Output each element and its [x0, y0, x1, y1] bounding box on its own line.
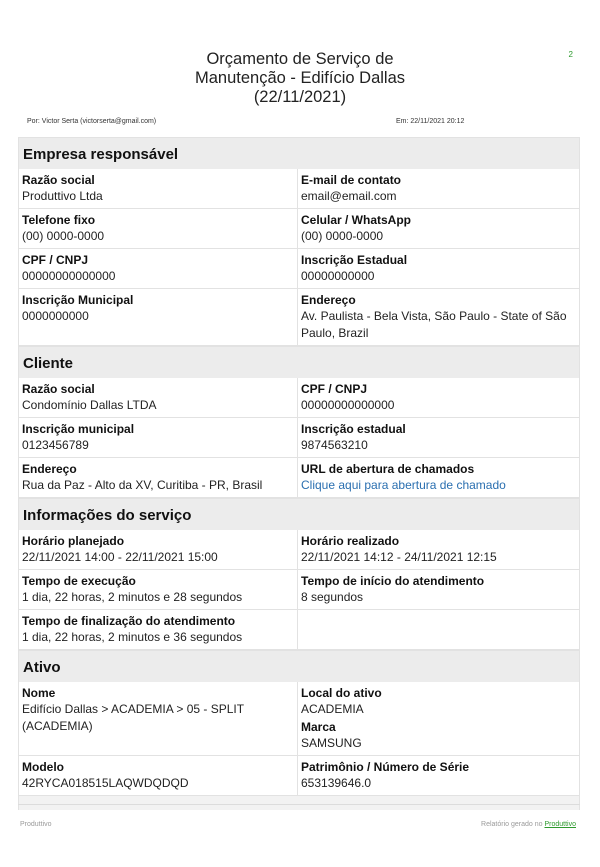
section-bottom-spacer	[18, 796, 580, 810]
field-label: Marca	[301, 720, 336, 734]
field-cpf-cnpj	[18, 249, 298, 289]
field-value: 0000000000	[22, 309, 89, 323]
field-cpf-cnpj	[298, 378, 580, 418]
section-servico	[18, 498, 580, 650]
field-label: URL de abertura de chamados	[301, 462, 475, 476]
field-patrimonio	[298, 756, 580, 796]
field-value: 00000000000	[301, 269, 375, 283]
field-value: 0123456789	[22, 438, 89, 452]
field-value: 9874563210	[301, 438, 368, 452]
section-ativo	[18, 650, 580, 810]
field-label: CPF / CNPJ	[22, 253, 89, 267]
field-label: Inscrição municipal	[22, 422, 135, 436]
footer-generated-text: Relatório gerado no	[481, 821, 543, 828]
field-label: Horário planejado	[22, 534, 125, 548]
report-body	[18, 137, 580, 810]
field-value: Produttivo Ltda	[22, 189, 103, 203]
section-title-cliente: Cliente	[18, 347, 580, 378]
field-label: Local do ativo	[301, 686, 382, 700]
field-label: Endereço	[301, 293, 356, 307]
author-meta: Por: Victor Serta (victorserta@gmail.com)	[27, 118, 157, 125]
field-value: (00) 0000-0000	[22, 229, 105, 243]
empty-cell	[298, 610, 580, 650]
footer-produttivo-link[interactable]: Produttivo	[544, 821, 576, 828]
field-local-marca	[298, 682, 580, 756]
field-value: 00000000000000	[301, 398, 395, 412]
date-meta: Em: 22/11/2021 20:12	[396, 118, 465, 125]
field-email	[298, 169, 580, 209]
field-inscricao-estadual	[298, 249, 580, 289]
field-value: 22/11/2021 14:12 - 24/11/2021 12:15	[301, 550, 497, 564]
field-label: Nome	[22, 686, 56, 700]
field-tempo-inicio	[298, 570, 580, 610]
field-label: Razão social	[22, 382, 95, 396]
field-label: Tempo de início do atendimento	[301, 574, 485, 588]
section-title-ativo: Ativo	[18, 651, 580, 682]
field-label: Horário realizado	[301, 534, 400, 548]
field-value: 00000000000000	[22, 269, 116, 283]
field-value: Edifício Dallas > ACADEMIA > 05 - SPLIT (ACADEMIA)	[22, 702, 244, 733]
field-telefone	[18, 209, 298, 249]
field-value: 8 segundos	[301, 590, 364, 604]
field-url-chamados	[298, 458, 580, 498]
field-label: Tempo de finalização do atendimento	[22, 614, 236, 628]
footer-generated	[481, 821, 576, 828]
field-value: 1 dia, 22 horas, 2 minutos e 28 segundos	[22, 590, 243, 604]
field-value: email@email.com	[301, 189, 397, 203]
title-line-1: Orçamento de Serviço de	[206, 50, 394, 68]
field-label: Modelo	[22, 760, 64, 774]
document-title	[0, 50, 600, 107]
footer-divider	[18, 804, 580, 805]
field-inscricao-municipal	[18, 289, 298, 346]
field-razao-social	[18, 378, 298, 418]
field-inscricao-municipal	[18, 418, 298, 458]
field-value: Av. Paulista - Bela Vista, São Paulo - State of São Paulo, Brazil	[301, 309, 567, 340]
field-value: 22/11/2021 14:00 - 22/11/2021 15:00	[22, 550, 218, 564]
field-label: Razão social	[22, 173, 95, 187]
field-tempo-execucao	[18, 570, 298, 610]
field-label: Inscrição Municipal	[22, 293, 134, 307]
field-value: Rua da Paz - Alto da XV, Curitiba - PR, Brasil	[22, 478, 263, 492]
field-label: Endereço	[22, 462, 77, 476]
field-value: Condomínio Dallas LTDA	[22, 398, 157, 412]
field-value: ACADEMIA	[301, 702, 364, 716]
field-value: 653139646.0	[301, 776, 372, 790]
footer-brand: Produttivo	[20, 821, 52, 828]
section-empresa	[18, 137, 580, 346]
open-ticket-link[interactable]: Clique aqui para abertura de chamado	[301, 478, 506, 492]
page-number: 2	[568, 50, 573, 59]
field-endereco	[18, 458, 298, 498]
field-label: Telefone fixo	[22, 213, 96, 227]
field-value: SAMSUNG	[301, 736, 362, 750]
section-cliente	[18, 346, 580, 498]
field-value: 1 dia, 22 horas, 2 minutos e 36 segundos	[22, 630, 243, 644]
field-label: Inscrição estadual	[301, 422, 406, 436]
section-title-servico: Informações do serviço	[18, 499, 580, 530]
field-value: 42RYCA018515LAQWDQDQD	[22, 776, 189, 790]
field-horario-planejado	[18, 530, 298, 570]
field-label: Tempo de execução	[22, 574, 136, 588]
field-label: E-mail de contato	[301, 173, 402, 187]
field-tempo-finalizacao	[18, 610, 298, 650]
field-label: Inscrição Estadual	[301, 253, 408, 267]
field-value: (00) 0000-0000	[301, 229, 384, 243]
field-horario-realizado	[298, 530, 580, 570]
field-razao-social	[18, 169, 298, 209]
field-nome	[18, 682, 298, 756]
title-line-2: Manutenção - Edifício Dallas	[194, 69, 406, 87]
field-label: Celular / WhatsApp	[301, 213, 412, 227]
field-label: CPF / CNPJ	[301, 382, 368, 396]
title-line-3: (22/11/2021)	[253, 88, 347, 106]
field-celular	[298, 209, 580, 249]
section-title-empresa: Empresa responsável	[18, 138, 580, 169]
field-modelo	[18, 756, 298, 796]
field-inscricao-estadual	[298, 418, 580, 458]
field-label: Patrimônio / Número de Série	[301, 760, 470, 774]
field-endereco	[298, 289, 580, 346]
